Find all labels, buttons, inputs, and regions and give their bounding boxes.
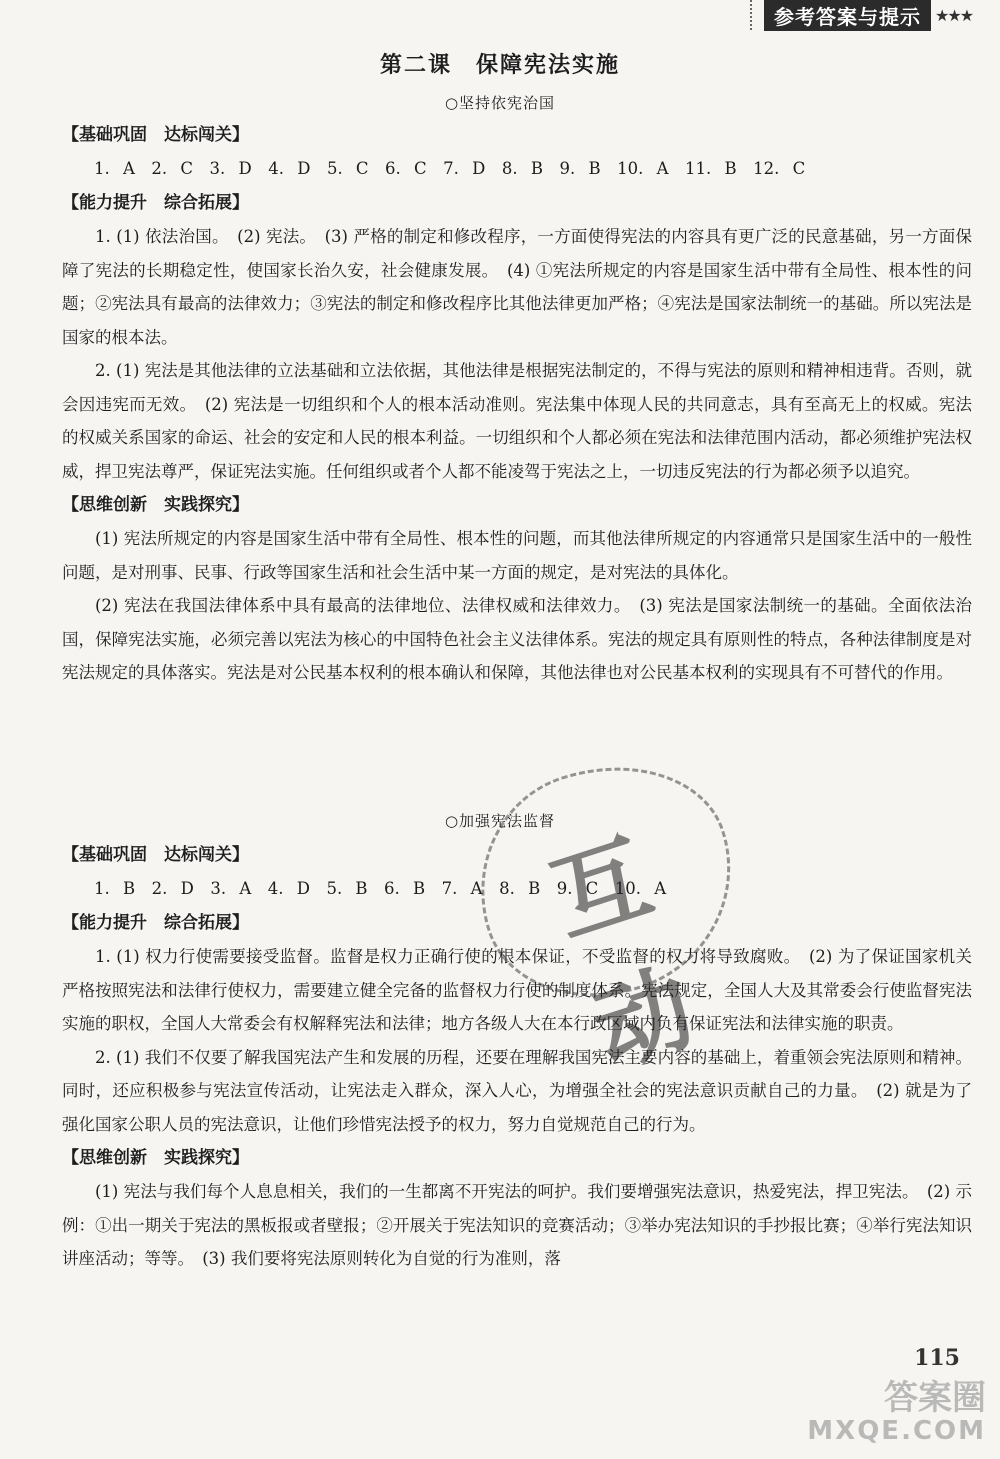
nengli-2-paragraph-2: 2. (1) 我们不仅要了解我国宪法产生和发展的历程，还要在理解我国宪法主要内容的基础上，着重领会宪法原则和精神。同时，还应积极参与宪法宣传活动，让宪法走入群众，深入人心，为增强全社会的宪法意识贡献自己的力量。 (2) 就是为了强化国家公职人员的宪法意识，让他们珍惜宪法授予的权力，努力自觉规范自己的行为。	[62, 1047, 972, 1134]
page-number: 115	[914, 1345, 960, 1371]
watermark	[736, 1379, 986, 1449]
siwei-1-paragraph-1: (1) 宪法所规定的内容是国家生活中带有全局性、根本性的问题，而其他法律所规定的内容通常只是国家生活中的一般性问题，是对刑事、民事、行政等国家生活和社会生活中某一方面的规定，是对宪法的具体化。	[62, 529, 972, 582]
heading-nengli-1: 【能力提升 综合拓展】	[62, 193, 249, 213]
watermark-top: 答案圈	[884, 1378, 986, 1418]
answers-jichu-1: 1. A 2. C 3. D 4. D 5. C 6. C 7. D 8. B 9. B 10. A 11. B 12. C	[94, 159, 806, 178]
header-label: 参考答案与提示	[764, 0, 931, 31]
nengli-1-paragraph-1: 1. (1) 依法治国。 (2) 宪法。 (3) 严格的制定和修改程序，一方面使得宪法的内容具有更广泛的民意基础，另一方面保障了宪法的长期稳定性，使国家长治久安，社会健康发展。 (4) ①宪法所规定的内容是国家生活中带有全局性、根本性的问题；②宪法具有最高的法律效力；③宪法的制定和修改程序比其他法律更加严格；④宪法是国家法制统一的基础。所以宪法是国家的根本法。	[62, 227, 972, 347]
heading-nengli-2: 【能力提升 综合拓展】	[62, 913, 249, 933]
stamp-glyph: 互动	[538, 820, 707, 1088]
heading-jichu-2: 【基础巩固 达标闯关】	[62, 845, 249, 865]
page-title: 第二课 保障宪法实施	[379, 52, 620, 78]
heading-siwei-1: 【思维创新 实践探究】	[62, 495, 249, 515]
section-title-1: ○坚持依宪治国	[444, 94, 556, 112]
header-tab	[750, 0, 1000, 30]
answers-jichu-2: 1. B 2. D 3. A 4. D 5. B 6. B 7. A 8. B 9. C 10. A	[94, 879, 667, 898]
watermark-bottom: MXQE.COM	[807, 1416, 986, 1446]
nengli-2-paragraph-1: 1. (1) 权力行使需要接受监督。监督是权力正确行使的根本保证，不受监督的权力将导致腐败。 (2) 为了保证国家机关严格按照宪法和法律行使权力，需要建立健全完备的监督权力行使的制度体系。宪法规定，全国人大及其常委会行使监督宪法实施的职权，全国人大常委会有权解释宪法和法律；地方各级人大在本行政区域内负有保证宪法和法律实施的职责。	[62, 947, 972, 1033]
nengli-1-paragraph-2: 2. (1) 宪法是其他法律的立法基础和立法依据，其他法律是根据宪法制定的，不得与宪法的原则和精神相违背。否则，就会因违宪而无效。 (2) 宪法是一切组织和个人的根本活动准则。宪法集中体现人民的共同意志，具有至高无上的权威。宪法的权威关系国家的命运、社会的安定和人民的根本利益。一切组织和个人都必须在宪法和法律范围内活动，都必须维护宪法权威，捍卫宪法尊严，保证宪法实施。任何组织或者个人都不能凌驾于宪法之上，一切违反宪法的行为都必须予以追究。	[62, 361, 972, 481]
section-title-2: ○加强宪法监督	[444, 812, 556, 830]
heading-jichu-1: 【基础巩固 达标闯关】	[62, 125, 249, 145]
siwei-1-paragraph-2: (2) 宪法在我国法律体系中具有最高的法律地位、法律权威和法律效力。 (3) 宪法是国家法制统一的基础。全面依法治国，保障宪法实施，必须完善以宪法为核心的中国特色社会主义法律体系。宪法的规定具有原则性的特点，各种法律制度是对宪法规定的具体落实。宪法是对公民基本权利的根本确认和保障，其他法律也对公民基本权利的实现具有不可替代的作用。	[62, 596, 972, 682]
heading-siwei-2: 【思维创新 实践探究】	[62, 1148, 249, 1168]
section-1-content	[62, 118, 972, 690]
siwei-2-paragraph-1: (1) 宪法与我们每个人息息相关，我们的一生都离不开宪法的呵护。我们要增强宪法意识，热爱宪法，捍卫宪法。 (2) 示例：①出一期关于宪法的黑板报或者壁报；②开展关于宪法知识的竞赛活动；③举办宪法知识的手抄报比赛；④举行宪法知识讲座活动；等等。 (3) 我们要将宪法原则转化为自觉的行为准则，落	[62, 1182, 972, 1268]
rating-stars: ★★★	[935, 5, 973, 25]
